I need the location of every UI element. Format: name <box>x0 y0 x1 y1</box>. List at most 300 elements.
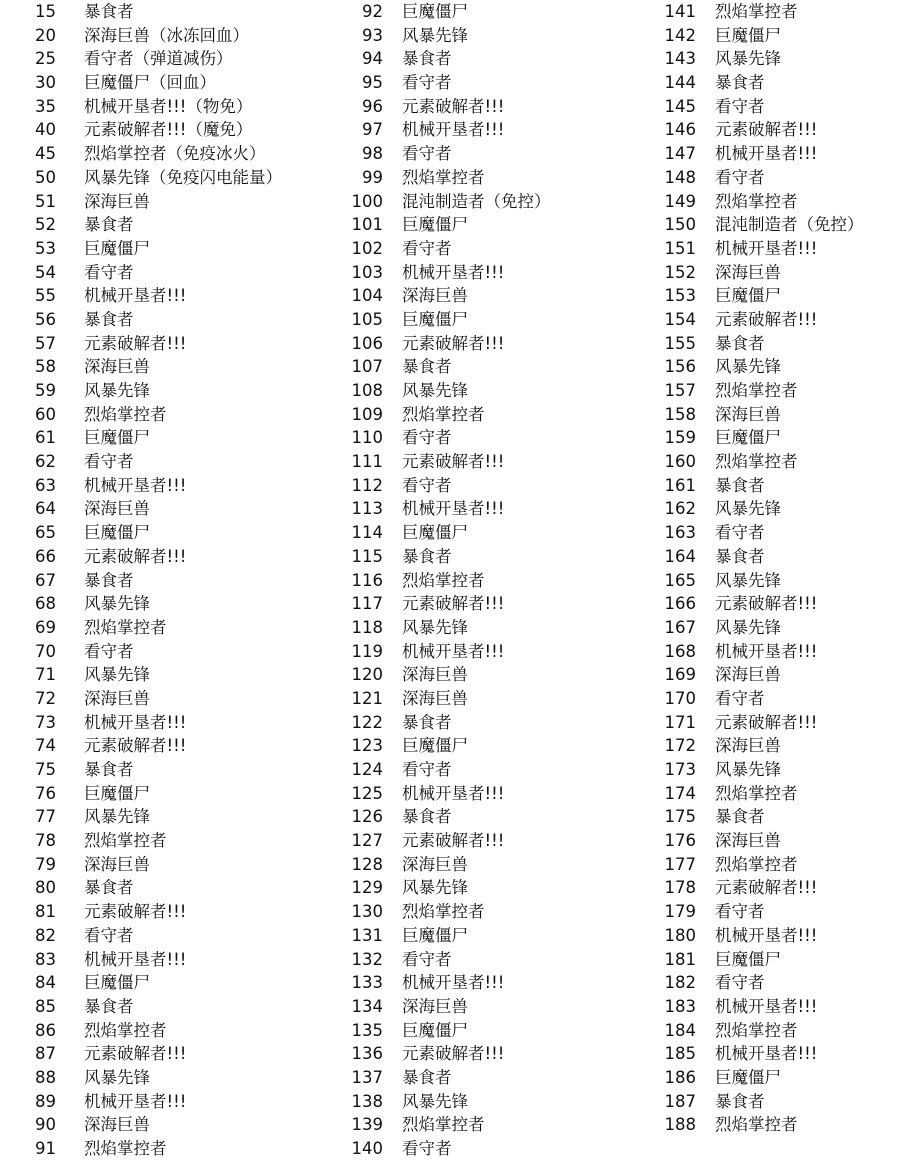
wave-number: 142 <box>664 25 696 45</box>
enemy-name: 烈焰掌控者 <box>402 570 485 590</box>
wave-number: 71 <box>35 665 56 685</box>
enemy-name: 暴食者 <box>715 807 765 827</box>
wave-number: 120 <box>351 665 383 685</box>
wave-number: 153 <box>664 286 696 306</box>
enemy-name: 机械开垦者!!! <box>402 499 505 519</box>
wave-row <box>0 355 282 379</box>
wave-row <box>626 1019 864 1043</box>
wave-number: 54 <box>35 262 56 282</box>
enemy-name: 暴食者 <box>84 760 134 779</box>
wave-number: 171 <box>664 712 696 732</box>
wave-number: 139 <box>351 1115 383 1135</box>
wave-row <box>0 213 282 237</box>
wave-number: 99 <box>362 167 383 187</box>
wave-number: 59 <box>35 381 56 400</box>
wave-number: 64 <box>35 499 56 519</box>
enemy-name: 元素破解者!!! <box>715 594 818 614</box>
wave-number: 73 <box>35 712 56 732</box>
wave-number: 157 <box>664 381 696 400</box>
wave-row <box>626 948 864 972</box>
wave-row <box>313 118 551 142</box>
wave-row <box>0 190 282 214</box>
enemy-name: 暴食者 <box>84 570 134 590</box>
enemy-name: 烈焰掌控者 <box>715 2 798 21</box>
wave-row <box>0 332 282 356</box>
wave-row <box>313 900 551 924</box>
wave-row <box>626 1042 864 1066</box>
wave-number: 101 <box>351 215 383 235</box>
wave-row <box>0 261 282 285</box>
wave-number: 118 <box>351 617 383 637</box>
wave-row <box>313 1113 551 1137</box>
wave-row <box>626 995 864 1019</box>
enemy-name: 元素破解者!!! <box>402 452 505 472</box>
wave-number: 128 <box>351 854 383 874</box>
wave-number: 180 <box>664 925 696 945</box>
wave-number: 124 <box>351 760 383 779</box>
wave-row <box>313 284 551 308</box>
wave-row <box>0 1137 282 1161</box>
wave-row <box>313 569 551 593</box>
wave-number: 25 <box>35 49 56 69</box>
wave-number: 185 <box>664 1044 696 1064</box>
enemy-name: 暴食者 <box>715 1091 765 1111</box>
wave-number: 148 <box>664 167 696 187</box>
wave-row <box>313 687 551 711</box>
enemy-name: 暴食者 <box>715 546 765 566</box>
wave-row <box>0 71 282 95</box>
wave-number: 127 <box>351 831 383 851</box>
wave-row <box>313 1066 551 1090</box>
wave-number: 63 <box>35 475 56 495</box>
wave-number: 129 <box>351 878 383 898</box>
wave-number: 84 <box>35 973 56 993</box>
wave-number: 184 <box>664 1020 696 1040</box>
wave-number: 93 <box>362 25 383 45</box>
wave-row <box>626 0 864 24</box>
enemy-name: 机械开垦者!!! <box>715 641 818 661</box>
wave-row <box>0 166 282 190</box>
wave-number: 160 <box>664 452 696 472</box>
wave-number: 82 <box>35 925 56 945</box>
wave-number: 176 <box>664 831 696 851</box>
enemy-name: 暴食者 <box>715 333 765 353</box>
wave-row <box>626 71 864 95</box>
wave-row <box>313 474 551 498</box>
enemy-name: 机械开垦者!!! <box>84 475 187 495</box>
enemy-name: 巨魔僵尸 <box>715 1067 781 1087</box>
wave-number: 78 <box>35 831 56 851</box>
wave-row <box>313 213 551 237</box>
wave-number: 179 <box>664 902 696 922</box>
enemy-name: 暴食者 <box>84 2 134 21</box>
wave-number: 56 <box>35 309 56 329</box>
enemy-name: 看守者 <box>402 73 452 93</box>
wave-number: 152 <box>664 262 696 282</box>
wave-number: 117 <box>351 594 383 614</box>
wave-row <box>313 450 551 474</box>
enemy-name: 元素破解者!!! <box>715 120 818 140</box>
wave-row <box>0 308 282 332</box>
wave-row <box>626 640 864 664</box>
wave-row <box>0 711 282 735</box>
wave-row <box>626 687 864 711</box>
wave-row <box>313 805 551 829</box>
wave-column-3 <box>626 0 864 1137</box>
wave-number: 89 <box>35 1091 56 1111</box>
wave-number: 40 <box>35 120 56 140</box>
enemy-name: 暴食者 <box>402 1067 452 1087</box>
wave-row <box>313 0 551 24</box>
wave-row <box>0 687 282 711</box>
wave-row <box>0 853 282 877</box>
wave-number: 161 <box>664 475 696 495</box>
wave-number: 65 <box>35 523 56 543</box>
wave-row <box>0 876 282 900</box>
enemy-name: 元素破解者!!! <box>715 712 818 732</box>
enemy-name: 风暴先锋 <box>84 665 150 685</box>
enemy-name: 混沌制造者（免控） <box>715 215 864 235</box>
wave-row <box>0 545 282 569</box>
wave-row <box>313 308 551 332</box>
enemy-name: 暴食者 <box>402 49 452 69</box>
wave-number: 68 <box>35 594 56 614</box>
wave-number: 175 <box>664 807 696 827</box>
enemy-name: 巨魔僵尸 <box>402 2 468 21</box>
enemy-name: 元素破解者!!! <box>402 96 505 116</box>
wave-row <box>313 47 551 71</box>
wave-row <box>313 190 551 214</box>
enemy-name: 深海巨兽 <box>715 404 781 424</box>
wave-number: 125 <box>351 783 383 803</box>
enemy-name: 风暴先锋 <box>84 807 150 827</box>
wave-row <box>626 47 864 71</box>
enemy-name: 深海巨兽 <box>84 854 150 874</box>
wave-row <box>0 616 282 640</box>
wave-number: 178 <box>664 878 696 898</box>
enemy-name: 巨魔僵尸 <box>84 783 150 803</box>
enemy-name: 机械开垦者!!! <box>402 120 505 140</box>
enemy-name: 暴食者 <box>402 546 452 566</box>
enemy-name: 巨魔僵尸 <box>402 736 468 756</box>
wave-row <box>626 521 864 545</box>
enemy-name: 看守者 <box>84 925 134 945</box>
enemy-name: 风暴先锋 <box>715 760 781 779</box>
wave-number: 109 <box>351 404 383 424</box>
wave-number: 140 <box>351 1139 383 1158</box>
enemy-name: 烈焰掌控者 <box>715 1115 798 1135</box>
enemy-name: 烈焰掌控者 <box>715 1020 798 1040</box>
wave-row <box>313 592 551 616</box>
wave-number: 183 <box>664 996 696 1016</box>
enemy-name: 风暴先锋 <box>84 1067 150 1087</box>
enemy-name: 深海巨兽 <box>84 191 150 211</box>
wave-row <box>313 853 551 877</box>
enemy-name: 机械开垦者!!!（物免） <box>84 96 253 116</box>
enemy-name: 元素破解者!!! <box>84 902 187 922</box>
wave-number: 150 <box>664 215 696 235</box>
wave-number: 144 <box>664 73 696 93</box>
enemy-name: 烈焰掌控者 <box>84 1020 167 1040</box>
wave-number: 83 <box>35 949 56 969</box>
wave-number: 76 <box>35 783 56 803</box>
wave-number: 111 <box>351 452 383 472</box>
wave-number: 96 <box>362 96 383 116</box>
wave-number: 114 <box>351 523 383 543</box>
wave-row <box>313 545 551 569</box>
wave-number: 104 <box>351 286 383 306</box>
wave-row <box>313 355 551 379</box>
wave-number: 177 <box>664 854 696 874</box>
wave-row <box>313 24 551 48</box>
enemy-name: 巨魔僵尸 <box>84 973 150 993</box>
wave-row <box>0 47 282 71</box>
wave-number: 45 <box>35 144 56 164</box>
enemy-name: 看守者（弹道减伤） <box>84 49 233 69</box>
wave-row <box>313 261 551 285</box>
wave-row <box>313 379 551 403</box>
enemy-name: 深海巨兽 <box>84 499 150 519</box>
enemy-name: 暴食者 <box>402 807 452 827</box>
wave-row <box>313 616 551 640</box>
wave-row <box>0 0 282 24</box>
wave-number: 156 <box>664 357 696 377</box>
wave-row <box>626 332 864 356</box>
wave-row <box>0 1019 282 1043</box>
enemy-name: 暴食者 <box>84 996 134 1016</box>
enemy-name: 巨魔僵尸 <box>84 523 150 543</box>
wave-row <box>626 758 864 782</box>
wave-row <box>626 355 864 379</box>
enemy-name: 看守者 <box>715 902 765 922</box>
wave-number: 80 <box>35 878 56 898</box>
wave-row <box>313 237 551 261</box>
enemy-name: 暴食者 <box>84 878 134 898</box>
wave-number: 88 <box>35 1067 56 1087</box>
wave-row <box>626 213 864 237</box>
enemy-name: 巨魔僵尸 <box>402 523 468 543</box>
wave-number: 135 <box>351 1020 383 1040</box>
wave-number: 141 <box>664 2 696 21</box>
wave-number: 181 <box>664 949 696 969</box>
wave-row <box>626 497 864 521</box>
wave-number: 146 <box>664 120 696 140</box>
wave-number: 132 <box>351 949 383 969</box>
enemy-name: 机械开垦者!!! <box>84 712 187 732</box>
wave-number: 164 <box>664 546 696 566</box>
wave-row <box>626 403 864 427</box>
wave-row <box>626 853 864 877</box>
wave-row <box>626 805 864 829</box>
enemy-name: 看守者 <box>402 475 452 495</box>
wave-row <box>313 1137 551 1161</box>
wave-number: 162 <box>664 499 696 519</box>
enemy-name: 看守者 <box>715 523 765 543</box>
wave-number: 186 <box>664 1067 696 1087</box>
wave-number: 126 <box>351 807 383 827</box>
wave-row <box>0 924 282 948</box>
enemy-name: 风暴先锋 <box>402 617 468 637</box>
enemy-name: 风暴先锋 <box>715 49 781 69</box>
wave-row <box>626 711 864 735</box>
wave-row <box>0 497 282 521</box>
enemy-name: 巨魔僵尸 <box>402 215 468 235</box>
wave-number: 115 <box>351 546 383 566</box>
enemy-name: 机械开垦者!!! <box>402 783 505 803</box>
wave-row <box>313 497 551 521</box>
enemy-name: 机械开垦者!!! <box>84 286 187 306</box>
enemy-name: 深海巨兽 <box>715 665 781 685</box>
wave-number: 102 <box>351 238 383 258</box>
enemy-name: 暴食者 <box>84 215 134 235</box>
wave-row <box>0 734 282 758</box>
wave-number: 130 <box>351 902 383 922</box>
wave-number: 155 <box>664 333 696 353</box>
wave-number: 170 <box>664 688 696 708</box>
wave-row <box>313 1042 551 1066</box>
enemy-name: 看守者 <box>402 238 452 258</box>
wave-number: 174 <box>664 783 696 803</box>
wave-row <box>313 971 551 995</box>
wave-row <box>313 166 551 190</box>
wave-row <box>0 640 282 664</box>
enemy-name: 机械开垦者!!! <box>715 1044 818 1064</box>
wave-row <box>0 1113 282 1137</box>
wave-number: 98 <box>362 144 383 164</box>
wave-number: 69 <box>35 617 56 637</box>
wave-number: 30 <box>35 73 56 93</box>
wave-number: 108 <box>351 381 383 400</box>
wave-number: 15 <box>35 2 56 21</box>
wave-number: 172 <box>664 736 696 756</box>
enemy-name: 看守者 <box>402 949 452 969</box>
wave-row <box>313 829 551 853</box>
wave-number: 85 <box>35 996 56 1016</box>
wave-row <box>626 118 864 142</box>
wave-row <box>0 95 282 119</box>
enemy-name: 风暴先锋 <box>402 878 468 898</box>
wave-row <box>313 426 551 450</box>
enemy-name: 烈焰掌控者 <box>715 854 798 874</box>
wave-row <box>313 95 551 119</box>
enemy-name: 烈焰掌控者 <box>715 381 798 400</box>
wave-number: 188 <box>664 1115 696 1135</box>
wave-row <box>313 1090 551 1114</box>
enemy-name: 机械开垦者!!! <box>402 641 505 661</box>
enemy-name: 深海巨兽 <box>715 262 781 282</box>
enemy-name: 机械开垦者!!! <box>84 1091 187 1111</box>
wave-row <box>626 237 864 261</box>
enemy-name: 风暴先锋 <box>402 1091 468 1111</box>
enemy-name: 巨魔僵尸 <box>402 925 468 945</box>
enemy-name: 元素破解者!!! <box>402 1044 505 1064</box>
wave-number: 94 <box>362 49 383 69</box>
wave-number: 147 <box>664 144 696 164</box>
wave-column-2 <box>313 0 551 1161</box>
wave-number: 95 <box>362 73 383 93</box>
wave-number: 77 <box>35 807 56 827</box>
wave-row <box>313 640 551 664</box>
enemy-name: 暴食者 <box>402 712 452 732</box>
enemy-name: 巨魔僵尸 <box>402 309 468 329</box>
enemy-name: 机械开垦者!!! <box>715 925 818 945</box>
wave-row <box>0 521 282 545</box>
wave-number: 149 <box>664 191 696 211</box>
wave-number: 107 <box>351 357 383 377</box>
enemy-name: 看守者 <box>402 1139 452 1158</box>
wave-row <box>313 71 551 95</box>
wave-row <box>626 261 864 285</box>
wave-number: 97 <box>362 120 383 140</box>
wave-number: 116 <box>351 570 383 590</box>
wave-number: 61 <box>35 428 56 448</box>
wave-number: 134 <box>351 996 383 1016</box>
wave-row <box>626 24 864 48</box>
wave-number: 123 <box>351 736 383 756</box>
enemy-name: 烈焰掌控者 <box>402 902 485 922</box>
wave-row <box>0 1066 282 1090</box>
enemy-name: 风暴先锋（免疫闪电能量） <box>84 167 282 187</box>
wave-row <box>626 450 864 474</box>
wave-row <box>0 758 282 782</box>
enemy-name: 元素破解者!!! <box>84 736 187 756</box>
enemy-name: 看守者 <box>84 452 134 472</box>
wave-row <box>626 1066 864 1090</box>
wave-row <box>0 1042 282 1066</box>
wave-number: 145 <box>664 96 696 116</box>
enemy-name: 看守者 <box>84 262 134 282</box>
wave-number: 165 <box>664 570 696 590</box>
enemy-name: 巨魔僵尸 <box>84 428 150 448</box>
wave-row <box>313 142 551 166</box>
wave-row <box>626 663 864 687</box>
enemy-name: 巨魔僵尸 <box>715 428 781 448</box>
wave-row <box>626 900 864 924</box>
wave-row <box>0 782 282 806</box>
enemy-name: 暴食者 <box>84 309 134 329</box>
wave-row <box>313 1019 551 1043</box>
enemy-name: 风暴先锋 <box>84 381 150 400</box>
enemy-name: 烈焰掌控者 <box>715 191 798 211</box>
wave-row <box>0 829 282 853</box>
wave-number: 106 <box>351 333 383 353</box>
enemy-name: 元素破解者!!!（魔免） <box>84 120 253 140</box>
wave-row <box>313 924 551 948</box>
wave-number: 112 <box>351 475 383 495</box>
wave-number: 119 <box>351 641 383 661</box>
wave-row <box>626 379 864 403</box>
wave-number: 67 <box>35 570 56 590</box>
enemy-name: 机械开垦者!!! <box>715 144 818 164</box>
wave-number: 70 <box>35 641 56 661</box>
wave-row <box>313 995 551 1019</box>
enemy-name: 深海巨兽 <box>402 996 468 1016</box>
enemy-name: 看守者 <box>715 96 765 116</box>
wave-row <box>626 924 864 948</box>
enemy-name: 看守者 <box>715 973 765 993</box>
wave-row <box>626 95 864 119</box>
enemy-name: 机械开垦者!!! <box>402 262 505 282</box>
wave-number: 166 <box>664 594 696 614</box>
wave-number: 91 <box>35 1139 56 1158</box>
enemy-name: 深海巨兽 <box>84 1115 150 1135</box>
wave-row <box>626 426 864 450</box>
enemy-name: 风暴先锋 <box>715 357 781 377</box>
wave-number: 105 <box>351 309 383 329</box>
enemy-name: 暴食者 <box>715 475 765 495</box>
enemy-name: 暴食者 <box>402 357 452 377</box>
wave-row <box>0 663 282 687</box>
